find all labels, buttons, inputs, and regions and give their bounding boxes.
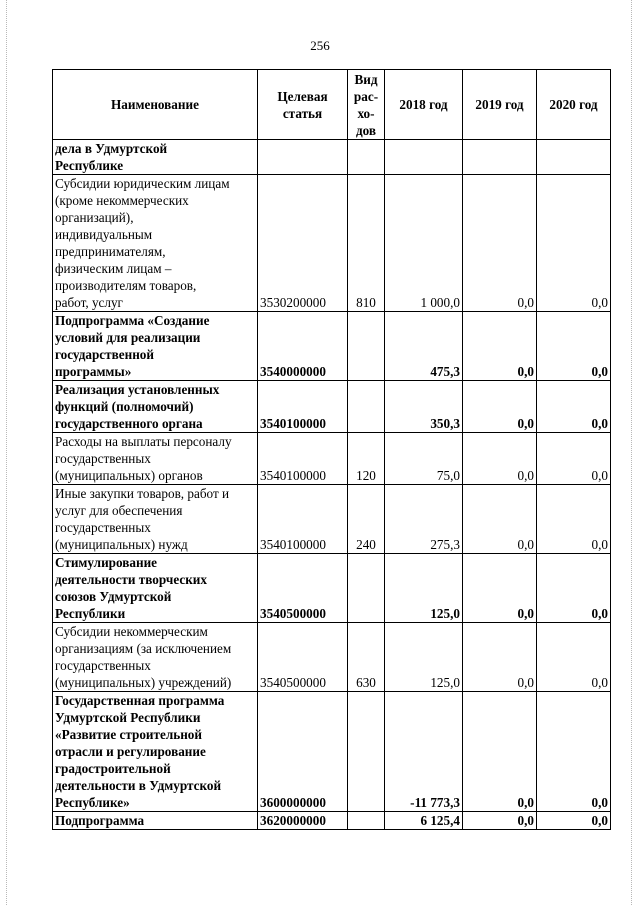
cell-name-line: организациям (за исключением	[55, 641, 232, 656]
cell-2020: 0,0	[537, 175, 611, 312]
table-row	[53, 433, 611, 485]
cell-2019	[463, 140, 537, 175]
header-target-article: Целевая статья	[258, 70, 348, 140]
cell-2018: 1 000,0	[385, 175, 463, 312]
cell-2020: 0,0	[537, 812, 611, 830]
cell-target-article: 3620000000	[258, 812, 348, 830]
cell-name	[53, 175, 258, 312]
header-name: Наименование	[53, 70, 258, 140]
cell-name	[53, 554, 258, 623]
cell-name-line: (кроме некоммерческих	[55, 193, 189, 208]
cell-name	[53, 623, 258, 692]
cell-name-line: работ, услуг	[55, 295, 123, 310]
header-2019: 2019 год	[463, 70, 537, 140]
cell-name-line: Иные закупки товаров, работ и	[55, 486, 230, 501]
cell-name-line: (муниципальных) органов	[55, 468, 203, 483]
cell-name-line: дела в Удмуртской	[55, 141, 168, 156]
cell-2018: 75,0	[385, 433, 463, 485]
table-row	[53, 140, 611, 175]
table-row	[53, 692, 611, 812]
cell-target-article: 3540100000	[258, 381, 348, 433]
cell-2019: 0,0	[463, 554, 537, 623]
cell-target-article: 3540000000	[258, 312, 348, 381]
cell-2020: 0,0	[537, 381, 611, 433]
cell-name-line: (муниципальных) нужд	[55, 537, 188, 552]
cell-2018: 6 125,4	[385, 812, 463, 830]
cell-expense-type	[348, 692, 385, 812]
cell-expense-type	[348, 381, 385, 433]
cell-name-line: Подпрограмма «Создание	[55, 313, 210, 328]
cell-target-article: 3540100000	[258, 485, 348, 554]
cell-2019: 0,0	[463, 485, 537, 554]
cell-2020: 0,0	[537, 433, 611, 485]
cell-name-line: Субсидии юридическим лицам	[55, 176, 230, 191]
header-2018: 2018 год	[385, 70, 463, 140]
cell-name-line: программы»	[55, 364, 132, 379]
cell-target-article: 3540100000	[258, 433, 348, 485]
cell-name	[53, 381, 258, 433]
cell-name	[53, 692, 258, 812]
cell-name-line: государственных	[55, 520, 151, 535]
cell-2019: 0,0	[463, 623, 537, 692]
table-row	[53, 175, 611, 312]
cell-expense-type: 240	[348, 485, 385, 554]
cell-name-line: Расходы на выплаты персоналу	[55, 434, 232, 449]
cell-2020: 0,0	[537, 692, 611, 812]
cell-name-line: Удмуртской Республики	[55, 710, 201, 725]
cell-name-line: Республики	[55, 606, 126, 621]
cell-expense-type: 630	[348, 623, 385, 692]
table-row	[53, 485, 611, 554]
cell-name-line: деятельности в Удмуртской	[55, 778, 222, 793]
cell-name-line: Государственная программа	[55, 693, 225, 708]
cell-2020	[537, 140, 611, 175]
cell-2019: 0,0	[463, 175, 537, 312]
cell-target-article	[258, 140, 348, 175]
cell-name-line: Республике»	[55, 795, 130, 810]
cell-name	[53, 140, 258, 175]
cell-2018: 275,3	[385, 485, 463, 554]
header-expense-type: Вид рас- хо- дов	[348, 70, 385, 140]
cell-name-line: «Развитие строительной	[55, 727, 203, 742]
table-row	[53, 812, 611, 830]
cell-name-line: (муниципальных) учреждений)	[55, 675, 232, 690]
cell-name	[53, 433, 258, 485]
cell-2019: 0,0	[463, 433, 537, 485]
cell-name-line: функций (полномочий)	[55, 399, 194, 414]
cell-name-line: услуг для обеспечения	[55, 503, 183, 518]
cell-name-line: условий для реализации	[55, 330, 201, 345]
table-row	[53, 554, 611, 623]
cell-expense-type	[348, 812, 385, 830]
cell-name-line: производителям товаров,	[55, 278, 197, 293]
left-margin-dots	[6, 0, 8, 905]
table-header-row	[53, 70, 611, 140]
table-row	[53, 312, 611, 381]
cell-expense-type	[348, 312, 385, 381]
cell-name-line: государственного органа	[55, 416, 203, 431]
cell-name	[53, 312, 258, 381]
cell-2018: 125,0	[385, 623, 463, 692]
cell-name-line: союзов Удмуртской	[55, 589, 172, 604]
cell-2018: 125,0	[385, 554, 463, 623]
cell-name-line: градостроительной	[55, 761, 171, 776]
cell-2020: 0,0	[537, 554, 611, 623]
cell-2018: 350,3	[385, 381, 463, 433]
table-row	[53, 381, 611, 433]
cell-expense-type	[348, 140, 385, 175]
cell-target-article: 3530200000	[258, 175, 348, 312]
cell-name	[53, 485, 258, 554]
cell-name-line: государственной	[55, 347, 154, 362]
table-row	[53, 623, 611, 692]
cell-name-line: деятельности творческих	[55, 572, 207, 587]
cell-target-article: 3540500000	[258, 623, 348, 692]
cell-name-line: Реализация установленных	[55, 382, 220, 397]
cell-name-line: отрасли и регулирование	[55, 744, 206, 759]
cell-name	[53, 812, 258, 830]
cell-2019: 0,0	[463, 812, 537, 830]
cell-expense-type	[348, 554, 385, 623]
cell-name-line: государственных	[55, 658, 151, 673]
cell-name-line: Стимулирование	[55, 555, 158, 570]
cell-target-article: 3600000000	[258, 692, 348, 812]
cell-name-line: индивидуальным	[55, 227, 153, 242]
cell-target-article: 3540500000	[258, 554, 348, 623]
cell-2019: 0,0	[463, 692, 537, 812]
cell-2018: 475,3	[385, 312, 463, 381]
header-2020: 2020 год	[537, 70, 611, 140]
cell-2018: -11 773,3	[385, 692, 463, 812]
cell-2020: 0,0	[537, 485, 611, 554]
cell-expense-type: 810	[348, 175, 385, 312]
budget-table	[52, 69, 611, 830]
cell-name-line: физическим лицам –	[55, 261, 172, 276]
cell-name-line: организаций),	[55, 210, 134, 225]
cell-name-line: государственных	[55, 451, 151, 466]
cell-expense-type: 120	[348, 433, 385, 485]
cell-2020: 0,0	[537, 312, 611, 381]
cell-name-line: Подпрограмма	[55, 813, 145, 828]
page-number: 256	[310, 38, 330, 53]
cell-name-line: Республике	[55, 158, 124, 173]
cell-2019: 0,0	[463, 312, 537, 381]
cell-name-line: Субсидии некоммерческим	[55, 624, 208, 639]
cell-2018	[385, 140, 463, 175]
cell-name-line: предпринимателям,	[55, 244, 166, 259]
cell-2020: 0,0	[537, 623, 611, 692]
right-margin-dots	[631, 0, 633, 905]
cell-2019: 0,0	[463, 381, 537, 433]
